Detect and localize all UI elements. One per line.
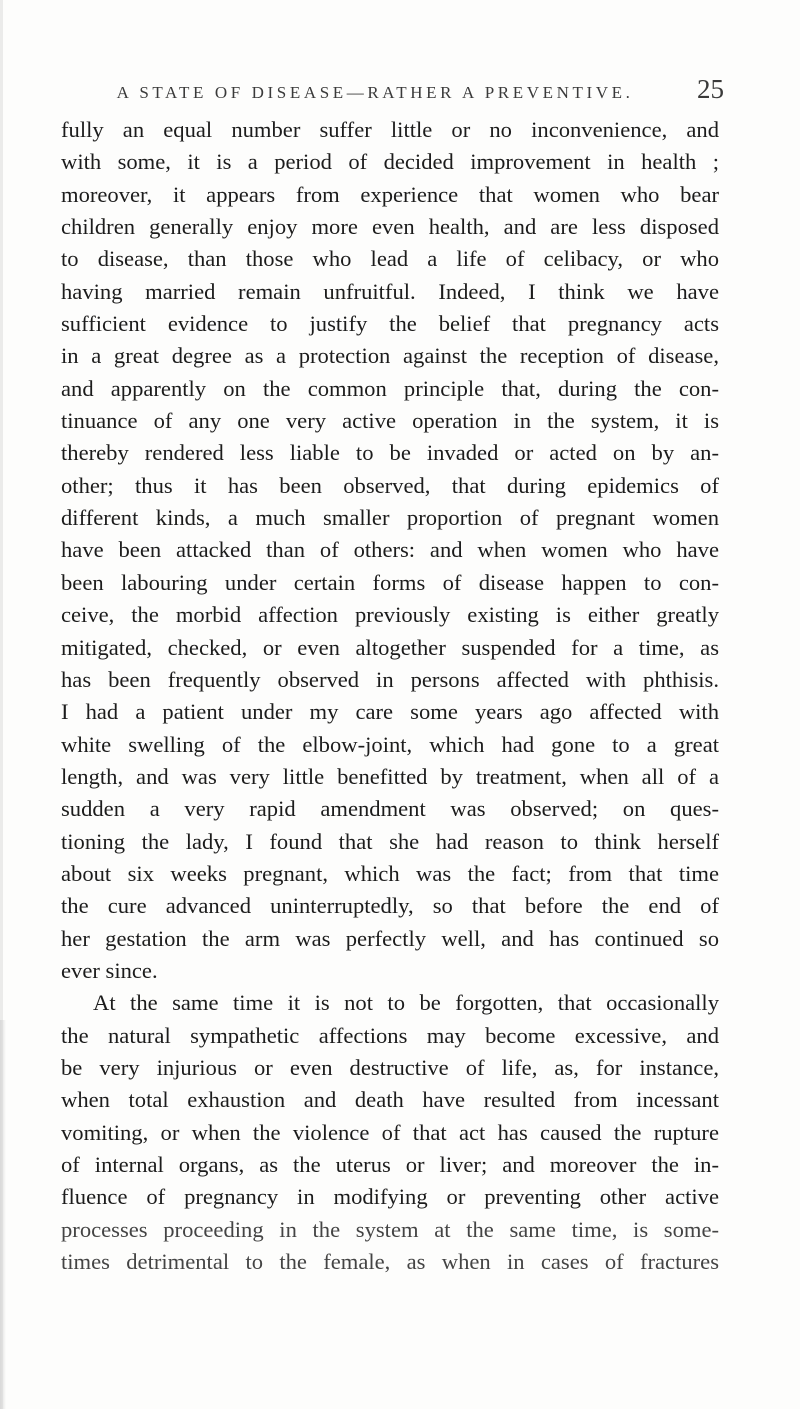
- text-line: times detrimental to the female, as when in cases of fractures: [61, 1249, 719, 1275]
- text-line: her gestation the arm was perfectly well, and has continued so: [61, 925, 719, 951]
- text-line: has been frequently observed in persons affected with phthisis.: [61, 666, 719, 692]
- text-line: tioning the lady, I found that she had reason to think herself: [61, 828, 719, 854]
- text-line: sudden a very rapid amendment was observed; on ques-: [61, 796, 719, 822]
- text-line: with some, it is a period of decided improvement in health ;: [61, 149, 719, 175]
- text-line: fluence of pregnancy in modifying or preventing other active: [61, 1184, 719, 1210]
- page-number: 25: [697, 74, 724, 104]
- text-line: have been attacked than of others: and when women who have: [61, 537, 719, 563]
- text-line: and apparently on the common principle that, during the con-: [61, 375, 719, 401]
- text-line: length, and was very little benefitted by treatment, when all of a: [61, 763, 719, 789]
- text-line: to disease, than those who lead a life of celibacy, or who: [61, 246, 719, 272]
- text-line: when total exhaustion and death have resulted from incessant: [61, 1087, 719, 1113]
- text-line: the cure advanced uninterruptedly, so that before the end of: [61, 893, 719, 919]
- text-line: tinuance of any one very active operation in the system, it is: [61, 408, 719, 434]
- text-line: ceive, the morbid affection previously existing is either greatly: [61, 602, 719, 628]
- text-line: other; thus it has been observed, that during epidemics of: [61, 472, 719, 498]
- text-line: been labouring under certain forms of disease happen to con-: [61, 569, 719, 595]
- text-line: about six weeks pregnant, which was the fact; from that time: [61, 860, 719, 886]
- text-line: sufficient evidence to justify the belief that pregnancy acts: [61, 311, 719, 337]
- text-line: moreover, it appears from experience that women who bear: [61, 181, 719, 207]
- page-binding-shadow: [0, 1020, 6, 1409]
- text-line: thereby rendered less liable to be invaded or acted on by an-: [61, 440, 719, 466]
- text-line: white swelling of the elbow-joint, which had gone to a great: [61, 731, 719, 757]
- text-line: I had a patient under my care some years ago affected with: [61, 699, 719, 725]
- text-line: of internal organs, as the uterus or liver; and moreover the in-: [61, 1152, 719, 1177]
- text-line: ever since.: [61, 957, 158, 983]
- text-line: having married remain unfruitful. Indeed, I think we have: [61, 278, 719, 304]
- text-line: in a great degree as a protection against the reception of disease,: [61, 343, 719, 369]
- text-line: be very injurious or even destructive of life, as, for instance,: [61, 1054, 719, 1080]
- text-line: processes proceeding in the system at the same time, is some-: [61, 1216, 719, 1242]
- body-text: [61, 114, 719, 1278]
- text-line: vomiting, or when the violence of that act has caused the rupture: [61, 1119, 719, 1145]
- paragraph-start-line: At the same time it is not to be forgotten, that occasionally: [93, 990, 719, 1016]
- text-line: the natural sympathetic affections may become excessive, and: [61, 1022, 719, 1048]
- text-line: children generally enjoy more even health, and are less disposed: [61, 214, 719, 240]
- text-line: mitigated, checked, or even altogether suspended for a time, as: [61, 634, 719, 660]
- text-line: different kinds, a much smaller proportion of pregnant women: [61, 505, 719, 531]
- text-line: fully an equal number suffer little or no inconvenience, and: [61, 117, 719, 142]
- running-head: A STATE OF DISEASE—RATHER A PREVENTIVE.: [116, 83, 634, 102]
